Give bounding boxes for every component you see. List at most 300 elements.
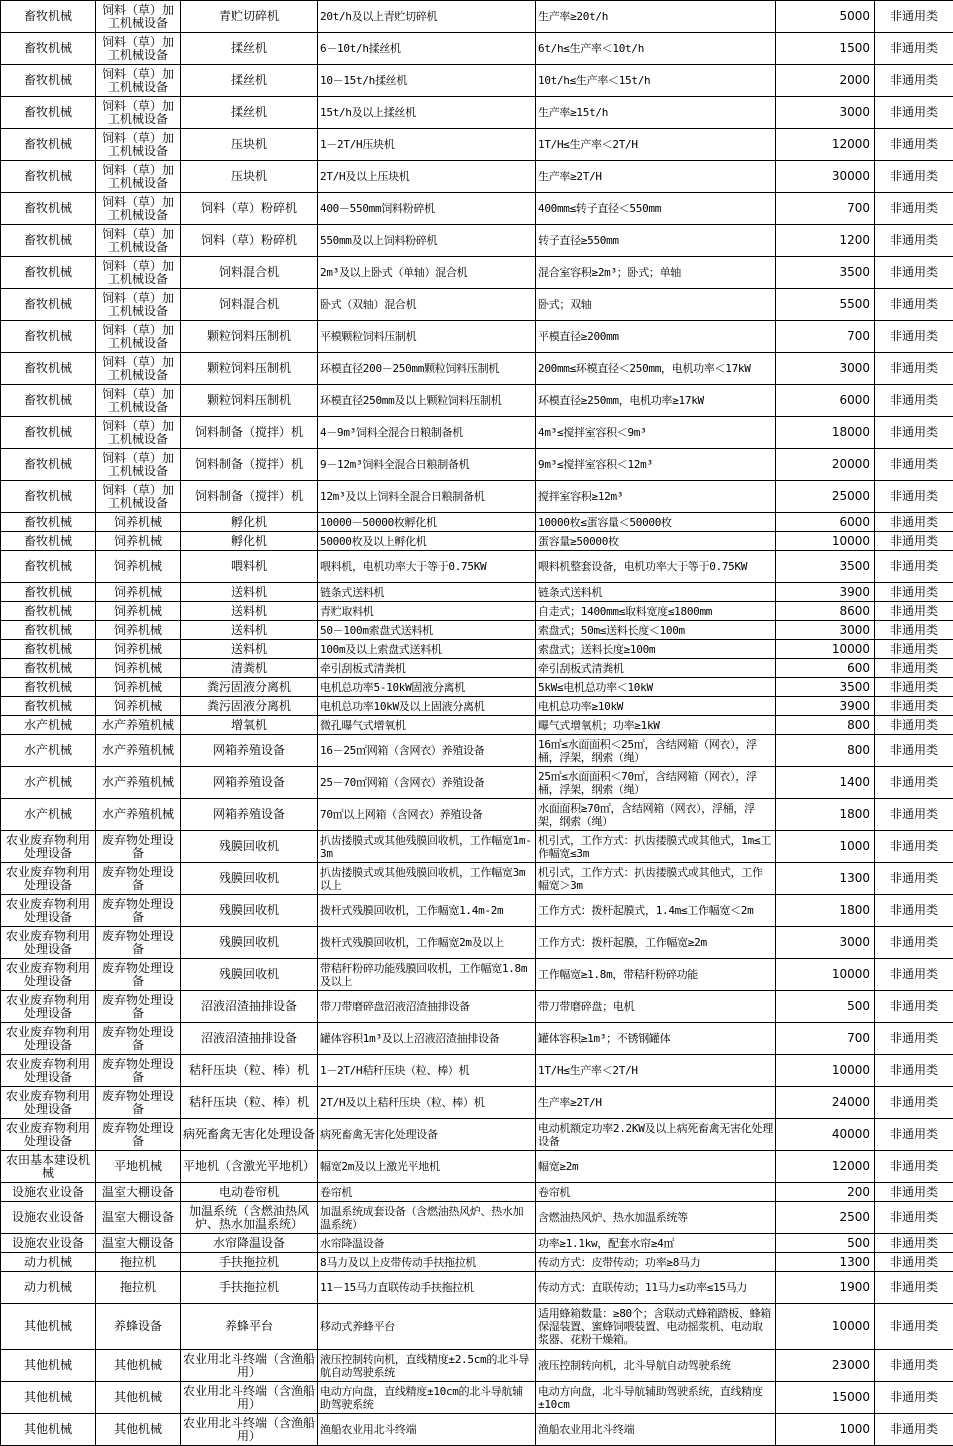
type-cell: 非通用类	[875, 1202, 953, 1234]
subcategory-cell: 废弃物处理设备	[96, 1055, 181, 1087]
type-cell: 非通用类	[875, 895, 953, 927]
amount-cell: 3000	[776, 353, 875, 385]
category-cell: 水产机械	[1, 799, 96, 831]
amount-cell: 1400	[776, 767, 875, 799]
item-cell: 网箱养殖设备	[181, 735, 318, 767]
condition-cell: 电机总功率≥10kW	[536, 697, 776, 716]
type-cell: 非通用类	[875, 659, 953, 678]
subcategory-cell: 饲料（草）加工机械设备	[96, 449, 181, 481]
amount-cell: 700	[776, 193, 875, 225]
amount-cell: 3000	[776, 621, 875, 640]
condition-cell: 蛋容量≥50000枚	[536, 532, 776, 551]
amount-cell: 1300	[776, 863, 875, 895]
condition-cell: 环模直径≥250mm，电机功率≥17kW	[536, 385, 776, 417]
spec-cell: 罐体容积1m³及以上沼液沼渣抽排设备	[318, 1023, 536, 1055]
type-cell: 非通用类	[875, 289, 953, 321]
subcategory-cell: 饲养机械	[96, 678, 181, 697]
category-cell: 畜牧机械	[1, 257, 96, 289]
table-row	[1, 321, 953, 353]
table-row	[1, 385, 953, 417]
item-cell: 残膜回收机	[181, 863, 318, 895]
category-cell: 农田基本建设机械	[1, 1151, 96, 1183]
spec-cell: 8马力及以上皮带传动手扶拖拉机	[318, 1253, 536, 1272]
type-cell: 非通用类	[875, 1183, 953, 1202]
spec-cell: 2T/H及以上压块机	[318, 161, 536, 193]
category-cell: 农业废弃物利用处理设备	[1, 991, 96, 1023]
subcategory-cell: 废弃物处理设备	[96, 895, 181, 927]
amount-cell: 1300	[776, 1253, 875, 1272]
table-row	[1, 640, 953, 659]
spec-cell: 链条式送料机	[318, 583, 536, 602]
table-row	[1, 257, 953, 289]
table-row	[1, 1151, 953, 1183]
item-cell: 青贮切碎机	[181, 1, 318, 33]
table-body	[1, 1, 953, 1446]
category-cell: 农业废弃物利用处理设备	[1, 927, 96, 959]
condition-cell: 工作方式：拨杆起膜式，1.4m≤工作幅宽＜2m	[536, 895, 776, 927]
subcategory-cell: 水产养殖机械	[96, 767, 181, 799]
table-row	[1, 831, 953, 863]
category-cell: 畜牧机械	[1, 65, 96, 97]
condition-cell: 生产率≥15t/h	[536, 97, 776, 129]
spec-cell: 液压控制转向机，直线精度±2.5cm的北斗导航自动驾驶系统	[318, 1350, 536, 1382]
table-row	[1, 1055, 953, 1087]
table-row	[1, 193, 953, 225]
table-row	[1, 532, 953, 551]
amount-cell: 2500	[776, 1202, 875, 1234]
condition-cell: 机引式，工作方式：扒齿搂膜式或其他式，工作幅宽＞3m	[536, 863, 776, 895]
type-cell: 非通用类	[875, 97, 953, 129]
item-cell: 残膜回收机	[181, 831, 318, 863]
subcategory-cell: 废弃物处理设备	[96, 959, 181, 991]
category-cell: 其他机械	[1, 1350, 96, 1382]
category-cell: 畜牧机械	[1, 640, 96, 659]
type-cell: 非通用类	[875, 1087, 953, 1119]
category-cell: 畜牧机械	[1, 513, 96, 532]
subcategory-cell: 饲料（草）加工机械设备	[96, 417, 181, 449]
table-row	[1, 33, 953, 65]
subcategory-cell: 饲料（草）加工机械设备	[96, 193, 181, 225]
table-row	[1, 97, 953, 129]
condition-cell: 25㎡≤水面面积＜70㎡，含结网箱（网衣），浮桶，浮架，纲索（绳）	[536, 767, 776, 799]
spec-cell: 50000枚及以上孵化机	[318, 532, 536, 551]
type-cell: 非通用类	[875, 257, 953, 289]
condition-cell: 200mm≤环模直径＜250mm，电机功率＜17kW	[536, 353, 776, 385]
category-cell: 畜牧机械	[1, 289, 96, 321]
amount-cell: 500	[776, 991, 875, 1023]
category-cell: 农业废弃物利用处理设备	[1, 895, 96, 927]
type-cell: 非通用类	[875, 831, 953, 863]
subcategory-cell: 平地机械	[96, 1151, 181, 1183]
table-row	[1, 735, 953, 767]
type-cell: 非通用类	[875, 1, 953, 33]
amount-cell: 1800	[776, 799, 875, 831]
subcategory-cell: 其他机械	[96, 1382, 181, 1414]
condition-cell: 牵引刮板式清粪机	[536, 659, 776, 678]
spec-cell: 400－550mm饲料粉碎机	[318, 193, 536, 225]
amount-cell: 1000	[776, 1414, 875, 1446]
table-row	[1, 621, 953, 640]
type-cell: 非通用类	[875, 1023, 953, 1055]
category-cell: 畜牧机械	[1, 583, 96, 602]
amount-cell: 10000	[776, 532, 875, 551]
subcategory-cell: 饲养机械	[96, 602, 181, 621]
table-row	[1, 1023, 953, 1055]
table-row	[1, 927, 953, 959]
subcategory-cell: 饲料（草）加工机械设备	[96, 481, 181, 513]
item-cell: 农业用北斗终端（含渔船用）	[181, 1382, 318, 1414]
condition-cell: 6t/h≤生产率＜10t/h	[536, 33, 776, 65]
item-cell: 病死畜禽无害化处理设备	[181, 1119, 318, 1151]
subcategory-cell: 拖拉机	[96, 1253, 181, 1272]
condition-cell: 喂料机整套设备，电机功率大于等于0.75KW	[536, 551, 776, 583]
spec-cell: 1－2T/H秸秆压块（粒、棒）机	[318, 1055, 536, 1087]
subcategory-cell: 废弃物处理设备	[96, 1023, 181, 1055]
type-cell: 非通用类	[875, 65, 953, 97]
condition-cell: 电动机额定功率2.2KW及以上病死畜禽无害化处理设备	[536, 1119, 776, 1151]
condition-cell: 10000枚≤蛋容量＜50000枚	[536, 513, 776, 532]
type-cell: 非通用类	[875, 697, 953, 716]
subcategory-cell: 饲养机械	[96, 513, 181, 532]
subcategory-cell: 饲养机械	[96, 640, 181, 659]
condition-cell: 液压控制转向机，北斗导航自动驾驶系统	[536, 1350, 776, 1382]
category-cell: 动力机械	[1, 1253, 96, 1272]
item-cell: 送料机	[181, 583, 318, 602]
spec-cell: 2m³及以上卧式（单轴）混合机	[318, 257, 536, 289]
amount-cell: 3000	[776, 927, 875, 959]
item-cell: 揉丝机	[181, 97, 318, 129]
table-row	[1, 1087, 953, 1119]
type-cell: 非通用类	[875, 551, 953, 583]
category-cell: 畜牧机械	[1, 602, 96, 621]
category-cell: 畜牧机械	[1, 697, 96, 716]
condition-cell: 幅宽≥2m	[536, 1151, 776, 1183]
type-cell: 非通用类	[875, 1350, 953, 1382]
item-cell: 孵化机	[181, 532, 318, 551]
amount-cell: 12000	[776, 1151, 875, 1183]
item-cell: 颗粒饲料压制机	[181, 385, 318, 417]
item-cell: 饲料混合机	[181, 257, 318, 289]
spec-cell: 16－25㎡网箱（含网衣）养殖设备	[318, 735, 536, 767]
condition-cell: 转子直径≥550mm	[536, 225, 776, 257]
item-cell: 饲料制备（搅拌）机	[181, 417, 318, 449]
item-cell: 残膜回收机	[181, 959, 318, 991]
amount-cell: 1000	[776, 831, 875, 863]
condition-cell: 索盘式；送料长度≥100m	[536, 640, 776, 659]
subcategory-cell: 拖拉机	[96, 1272, 181, 1304]
subcategory-cell: 饲料（草）加工机械设备	[96, 33, 181, 65]
item-cell: 揉丝机	[181, 65, 318, 97]
spec-cell: 50－100m索盘式送料机	[318, 621, 536, 640]
amount-cell: 3500	[776, 551, 875, 583]
condition-cell: 适用蜂箱数量：≥80个；含联动式蜂箱踏板、蜂箱保湿装置、蜜蜂饲喂装置、电动摇浆机、电动取浆器、花粉干燥箱。	[536, 1304, 776, 1350]
amount-cell: 6000	[776, 513, 875, 532]
type-cell: 非通用类	[875, 513, 953, 532]
spec-cell: 9－12m³饲料全混合日粮制备机	[318, 449, 536, 481]
item-cell: 孵化机	[181, 513, 318, 532]
subcategory-cell: 饲养机械	[96, 551, 181, 583]
spec-cell: 100m及以上索盘式送料机	[318, 640, 536, 659]
item-cell: 压块机	[181, 129, 318, 161]
spec-cell: 70㎡以上网箱（含网衣）养殖设备	[318, 799, 536, 831]
category-cell: 畜牧机械	[1, 678, 96, 697]
amount-cell: 10000	[776, 1304, 875, 1350]
condition-cell: 1T/H≤生产率＜2T/H	[536, 1055, 776, 1087]
table-row	[1, 417, 953, 449]
spec-cell: 1－2T/H压块机	[318, 129, 536, 161]
item-cell: 饲料（草）粉碎机	[181, 193, 318, 225]
type-cell: 非通用类	[875, 1414, 953, 1446]
spec-cell: 幅宽2m及以上激光平地机	[318, 1151, 536, 1183]
table-row	[1, 799, 953, 831]
amount-cell: 2000	[776, 65, 875, 97]
amount-cell: 1200	[776, 225, 875, 257]
category-cell: 畜牧机械	[1, 225, 96, 257]
spec-cell: 拨杆式残膜回收机，工作幅宽2m及以上	[318, 927, 536, 959]
type-cell: 非通用类	[875, 735, 953, 767]
category-cell: 畜牧机械	[1, 621, 96, 640]
category-cell: 农业废弃物利用处理设备	[1, 863, 96, 895]
category-cell: 其他机械	[1, 1304, 96, 1350]
table-row	[1, 1, 953, 33]
spec-cell: 电动方向盘，直线精度±10cm的北斗导航辅助驾驶系统	[318, 1382, 536, 1414]
condition-cell: 9m³≤搅拌室容积＜12m³	[536, 449, 776, 481]
table-row	[1, 583, 953, 602]
condition-cell: 机引式，工作方式：扒齿搂膜式或其他式，1m≤工作幅宽≤3m	[536, 831, 776, 863]
condition-cell: 链条式送料机	[536, 583, 776, 602]
category-cell: 畜牧机械	[1, 481, 96, 513]
spec-cell: 15t/h及以上揉丝机	[318, 97, 536, 129]
amount-cell: 8600	[776, 602, 875, 621]
type-cell: 非通用类	[875, 678, 953, 697]
subcategory-cell: 饲料（草）加工机械设备	[96, 65, 181, 97]
type-cell: 非通用类	[875, 481, 953, 513]
amount-cell: 600	[776, 659, 875, 678]
amount-cell: 1800	[776, 895, 875, 927]
type-cell: 非通用类	[875, 161, 953, 193]
spec-cell: 550mm及以上饲料粉碎机	[318, 225, 536, 257]
item-cell: 增氧机	[181, 716, 318, 735]
subcategory-cell: 饲料（草）加工机械设备	[96, 225, 181, 257]
condition-cell: 4m³≤搅拌室容积＜9m³	[536, 417, 776, 449]
subcategory-cell: 温室大棚设备	[96, 1234, 181, 1253]
item-cell: 网箱养殖设备	[181, 799, 318, 831]
subcategory-cell: 饲料（草）加工机械设备	[96, 161, 181, 193]
type-cell: 非通用类	[875, 927, 953, 959]
amount-cell: 700	[776, 1023, 875, 1055]
table-row	[1, 1119, 953, 1151]
type-cell: 非通用类	[875, 583, 953, 602]
amount-cell: 500	[776, 1234, 875, 1253]
condition-cell: 罐体容积≥1m³；不锈钢罐体	[536, 1023, 776, 1055]
table-row	[1, 767, 953, 799]
subcategory-cell: 水产养殖机械	[96, 735, 181, 767]
subcategory-cell: 饲料（草）加工机械设备	[96, 353, 181, 385]
category-cell: 畜牧机械	[1, 449, 96, 481]
category-cell: 畜牧机械	[1, 385, 96, 417]
item-cell: 饲料混合机	[181, 289, 318, 321]
spec-cell: 12m³及以上饲料全混合日粮制备机	[318, 481, 536, 513]
subcategory-cell: 饲养机械	[96, 583, 181, 602]
type-cell: 非通用类	[875, 959, 953, 991]
table-row	[1, 716, 953, 735]
amount-cell: 12000	[776, 129, 875, 161]
condition-cell: 带刀带磨碎盘；电机	[536, 991, 776, 1023]
spec-cell: 带刀带磨碎盘沼液沼渣抽排设备	[318, 991, 536, 1023]
table-row	[1, 602, 953, 621]
condition-cell: 生产率≥2T/H	[536, 161, 776, 193]
table-row	[1, 1382, 953, 1414]
item-cell: 沼液沼渣抽排设备	[181, 991, 318, 1023]
spec-cell: 移动式养蜂平台	[318, 1304, 536, 1350]
type-cell: 非通用类	[875, 1151, 953, 1183]
item-cell: 秸秆压块（粒、棒）机	[181, 1087, 318, 1119]
spec-cell: 病死畜禽无害化处理设备	[318, 1119, 536, 1151]
condition-cell: 索盘式；50m≤送料长度＜100m	[536, 621, 776, 640]
category-cell: 畜牧机械	[1, 97, 96, 129]
subcategory-cell: 饲料（草）加工机械设备	[96, 129, 181, 161]
type-cell: 非通用类	[875, 1234, 953, 1253]
spec-cell: 电机总功率5-10kW固液分离机	[318, 678, 536, 697]
amount-cell: 3500	[776, 257, 875, 289]
table-row	[1, 1304, 953, 1350]
type-cell: 非通用类	[875, 799, 953, 831]
amount-cell: 18000	[776, 417, 875, 449]
spec-cell: 环模直径200－250mm颗粒饲料压制机	[318, 353, 536, 385]
item-cell: 颗粒饲料压制机	[181, 321, 318, 353]
category-cell: 畜牧机械	[1, 321, 96, 353]
table-row	[1, 551, 953, 583]
item-cell: 残膜回收机	[181, 927, 318, 959]
category-cell: 畜牧机械	[1, 551, 96, 583]
subcategory-cell: 饲养机械	[96, 621, 181, 640]
type-cell: 非通用类	[875, 225, 953, 257]
amount-cell: 40000	[776, 1119, 875, 1151]
amount-cell: 3000	[776, 97, 875, 129]
item-cell: 清粪机	[181, 659, 318, 678]
condition-cell: 工作幅宽≥1.8m，带秸秆粉碎功能	[536, 959, 776, 991]
condition-cell: 生产率≥2T/H	[536, 1087, 776, 1119]
table-row	[1, 1272, 953, 1304]
condition-cell: 16㎡≤水面面积＜25㎡，含结网箱（网衣），浮桶，浮架，纲索（绳）	[536, 735, 776, 767]
type-cell: 非通用类	[875, 1055, 953, 1087]
spec-cell: 10000－50000枚孵化机	[318, 513, 536, 532]
condition-cell: 传动方式：直联传动；11马力≤功率≤15马力	[536, 1272, 776, 1304]
spec-cell: 平模颗粒饲料压制机	[318, 321, 536, 353]
type-cell: 非通用类	[875, 621, 953, 640]
subcategory-cell: 饲养机械	[96, 697, 181, 716]
subcategory-cell: 饲料（草）加工机械设备	[96, 289, 181, 321]
category-cell: 农业废弃物利用处理设备	[1, 1023, 96, 1055]
type-cell: 非通用类	[875, 767, 953, 799]
subcategory-cell: 饲养机械	[96, 532, 181, 551]
item-cell: 颗粒饲料压制机	[181, 353, 318, 385]
type-cell: 非通用类	[875, 33, 953, 65]
subcategory-cell: 饲料（草）加工机械设备	[96, 1, 181, 33]
amount-cell: 800	[776, 716, 875, 735]
category-cell: 其他机械	[1, 1414, 96, 1446]
table-row	[1, 1414, 953, 1446]
table-row	[1, 1183, 953, 1202]
condition-cell: 自走式；1400mm≤取料宽度≤1800mm	[536, 602, 776, 621]
amount-cell: 6000	[776, 385, 875, 417]
table-row	[1, 449, 953, 481]
condition-cell: 平模直径≥200mm	[536, 321, 776, 353]
table-row	[1, 65, 953, 97]
amount-cell: 3900	[776, 583, 875, 602]
category-cell: 畜牧机械	[1, 417, 96, 449]
item-cell: 揉丝机	[181, 33, 318, 65]
type-cell: 非通用类	[875, 417, 953, 449]
table-row	[1, 863, 953, 895]
table-row	[1, 481, 953, 513]
subcategory-cell: 其他机械	[96, 1414, 181, 1446]
category-cell: 其他机械	[1, 1382, 96, 1414]
item-cell: 手扶拖拉机	[181, 1272, 318, 1304]
spec-cell: 牵引刮板式清粪机	[318, 659, 536, 678]
spec-cell: 10－15t/h揉丝机	[318, 65, 536, 97]
table-row	[1, 129, 953, 161]
type-cell: 非通用类	[875, 532, 953, 551]
category-cell: 设施农业设备	[1, 1202, 96, 1234]
table-row	[1, 1234, 953, 1253]
amount-cell: 23000	[776, 1350, 875, 1382]
table-row	[1, 895, 953, 927]
spec-cell: 扒齿搂膜式或其他残膜回收机，工作幅宽1m-3m	[318, 831, 536, 863]
subcategory-cell: 饲养机械	[96, 659, 181, 678]
amount-cell: 3900	[776, 697, 875, 716]
condition-cell: 电动方向盘，北斗导航辅助驾驶系统，直线精度±10cm	[536, 1382, 776, 1414]
condition-cell: 水面面积≥70㎡，含结网箱（网衣），浮桶，浮架，纲索（绳）	[536, 799, 776, 831]
table-row	[1, 1202, 953, 1234]
condition-cell: 含燃油热风炉、热水加温系统等	[536, 1202, 776, 1234]
item-cell: 粪污固液分离机	[181, 678, 318, 697]
item-cell: 送料机	[181, 640, 318, 659]
amount-cell: 10000	[776, 959, 875, 991]
item-cell: 饲料（草）粉碎机	[181, 225, 318, 257]
item-cell: 压块机	[181, 161, 318, 193]
type-cell: 非通用类	[875, 716, 953, 735]
type-cell: 非通用类	[875, 1304, 953, 1350]
category-cell: 畜牧机械	[1, 532, 96, 551]
subcategory-cell: 废弃物处理设备	[96, 991, 181, 1023]
spec-cell: 拨杆式残膜回收机，工作幅宽1.4m-2m	[318, 895, 536, 927]
item-cell: 加温系统（含燃油热风炉、热水加温系统）	[181, 1202, 318, 1234]
item-cell: 饲料制备（搅拌）机	[181, 449, 318, 481]
subcategory-cell: 废弃物处理设备	[96, 927, 181, 959]
amount-cell: 20000	[776, 449, 875, 481]
spec-cell: 微孔曝气式增氧机	[318, 716, 536, 735]
subcategory-cell: 废弃物处理设备	[96, 1119, 181, 1151]
amount-cell: 10000	[776, 1055, 875, 1087]
type-cell: 非通用类	[875, 1119, 953, 1151]
subcategory-cell: 废弃物处理设备	[96, 831, 181, 863]
item-cell: 平地机（含激光平地机）	[181, 1151, 318, 1183]
type-cell: 非通用类	[875, 1272, 953, 1304]
category-cell: 畜牧机械	[1, 129, 96, 161]
spec-cell: 带秸秆粉碎功能残膜回收机，工作幅宽1.8m及以上	[318, 959, 536, 991]
condition-cell: 渔船农业用北斗终端	[536, 1414, 776, 1446]
spec-cell: 卧式（双轴）混合机	[318, 289, 536, 321]
category-cell: 畜牧机械	[1, 161, 96, 193]
item-cell: 沼液沼渣抽排设备	[181, 1023, 318, 1055]
category-cell: 农业废弃物利用处理设备	[1, 959, 96, 991]
condition-cell: 搅拌室容积≥12m³	[536, 481, 776, 513]
item-cell: 残膜回收机	[181, 895, 318, 927]
type-cell: 非通用类	[875, 1253, 953, 1272]
table-row	[1, 659, 953, 678]
condition-cell: 功率≥1.1kw，配套水帘≥4㎡	[536, 1234, 776, 1253]
